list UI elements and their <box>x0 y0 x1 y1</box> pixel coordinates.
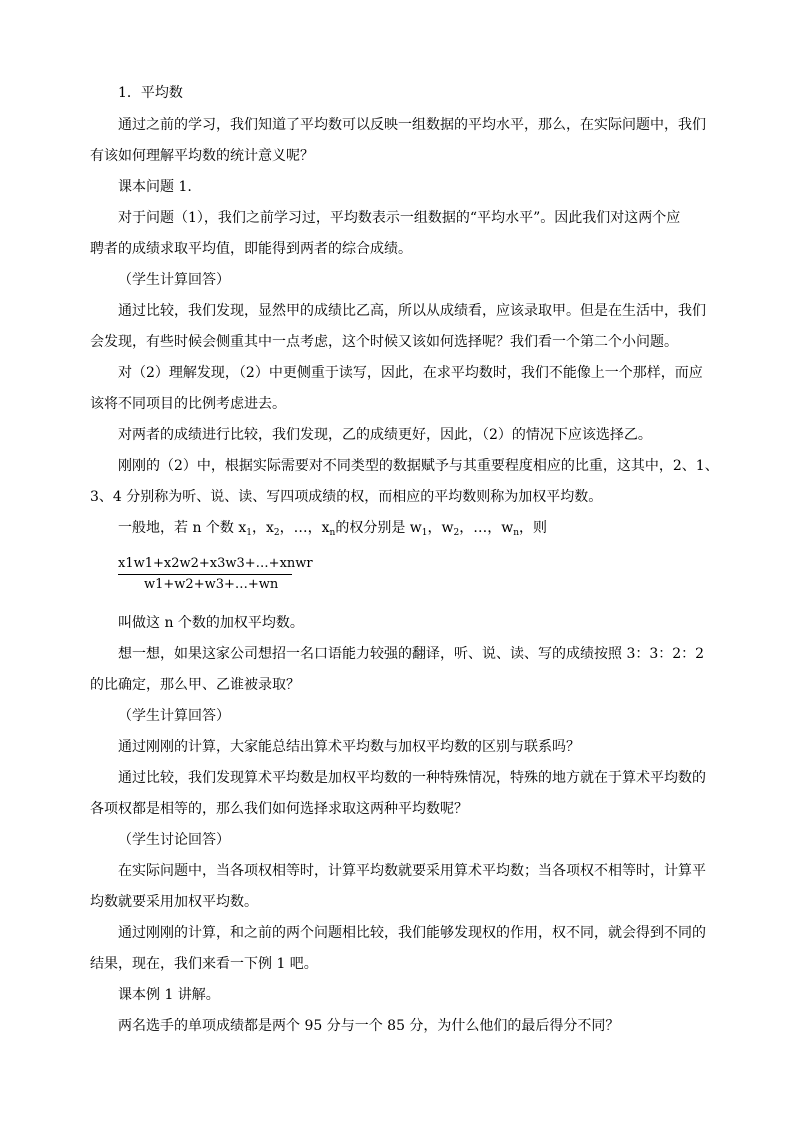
paragraph-line: 该将不同项目的比例考虑进去。 <box>90 396 286 412</box>
fraction-bar <box>118 574 292 575</box>
paragraph-line: 结果，现在，我们来看一下例 1 吧。 <box>90 956 318 972</box>
section-heading: 1．平均数 <box>118 85 183 101</box>
text-run: ，则 <box>519 520 548 536</box>
weights-definition-line <box>118 519 547 542</box>
paragraph-line: 通过之前的学习，我们知道了平均数可以反映一组数据的平均水平，那么，在实际问题中，我们 <box>118 117 706 133</box>
formula-denominator: w1+w2+w3+…+wn <box>144 577 279 592</box>
text-run: ，…，x <box>279 520 330 536</box>
formula-numerator: x1w1+x2w2+x3w3+…+xnwr <box>118 556 313 571</box>
paragraph-line: 对两者的成绩进行比较，我们发现，乙的成绩更好，因此，（2）的情况下应该选择乙。 <box>118 427 652 443</box>
paragraph-line: 均数就要采用加权平均数。 <box>90 894 258 910</box>
paragraph-line: 通过比较，我们发现算术平均数是加权平均数的一种特殊情况，特殊的地方就在于算术平均数的 <box>118 770 706 786</box>
weighted-mean-formula <box>118 556 313 596</box>
paragraph-line: 叫做这 n 个数的加权平均数。 <box>118 615 304 631</box>
paragraph-line: （学生计算回答） <box>118 708 230 724</box>
subscript: 2 <box>453 528 460 538</box>
text-run: ，w <box>427 520 454 536</box>
text-run: 的权分别是 w <box>335 520 422 536</box>
text-run: 一般地，若 n 个数 x <box>118 520 247 536</box>
paragraph-line: 通过刚刚的计算，大家能总结出算术平均数与加权平均数的区别与联系吗？ <box>118 739 580 755</box>
paragraph-line: 课本问题 1. <box>118 179 192 195</box>
paragraph-line: 会发现，有些时候会侧重其中一点考虑，这个时候又该如何选择呢？我们看一个第二个小问题。 <box>90 334 678 350</box>
paragraph-line: 想一想，如果这家公司想招一名口语能力较强的翻译，听、说、读、写的成绩按照 3：3：2：2 <box>118 646 705 662</box>
paragraph-line: 各项权都是相等的，那么我们如何选择求取这两种平均数呢？ <box>90 801 468 817</box>
paragraph-line: 课本例 1 讲解。 <box>118 987 220 1003</box>
paragraph-line: （学生讨论回答） <box>118 832 230 848</box>
paragraph-line: 通过比较，我们发现，显然甲的成绩比乙高，所以从成绩看，应该录取甲。但是在生活中，我们 <box>118 303 706 319</box>
paragraph-line: 对（2）理解发现，（2）中更侧重于读写，因此，在求平均数时，我们不能像上一个那样，而应 <box>118 365 703 381</box>
subscript: n <box>329 528 336 538</box>
paragraph-line: 刚刚的（2）中，根据实际需要对不同类型的数据赋予与其重要程度相应的比重，这其中，2、1、 <box>118 458 719 474</box>
paragraph-line: 两名选手的单项成绩都是两个 95 分与一个 85 分，为什么他们的最后得分不同？ <box>118 1018 620 1034</box>
subscript: 1 <box>246 528 252 538</box>
text-run: ，…，w <box>459 520 514 536</box>
paragraph-line: 的比确定，那么甲、乙谁被录取？ <box>90 677 300 693</box>
subscript: 2 <box>273 528 280 538</box>
subscript: 1 <box>421 528 428 538</box>
paragraph-line: 3、4 分别称为听、说、读、写四项成绩的权，而相应的平均数则称为加权平均数。 <box>90 489 603 505</box>
paragraph-line: 聘者的成绩求取平均值，即能得到两者的综合成绩。 <box>90 241 412 257</box>
paragraph-line: 对于问题（1），我们之前学习过，平均数表示一组数据的“平均水平”。因此我们对这两个应 <box>118 210 681 226</box>
text-run: ，x <box>252 520 274 536</box>
paragraph-line: 在实际问题中，当各项权相等时，计算平均数就要采用算术平均数；当各项权不相等时，计算平 <box>118 863 706 879</box>
paragraph-line: 通过刚刚的计算，和之前的两个问题相比较，我们能够发现权的作用，权不同，就会得到不同的 <box>118 925 706 941</box>
paragraph-line: （学生计算回答） <box>118 272 230 288</box>
paragraph-line: 有该如何理解平均数的统计意义呢？ <box>90 148 314 164</box>
subscript: n <box>513 528 520 538</box>
